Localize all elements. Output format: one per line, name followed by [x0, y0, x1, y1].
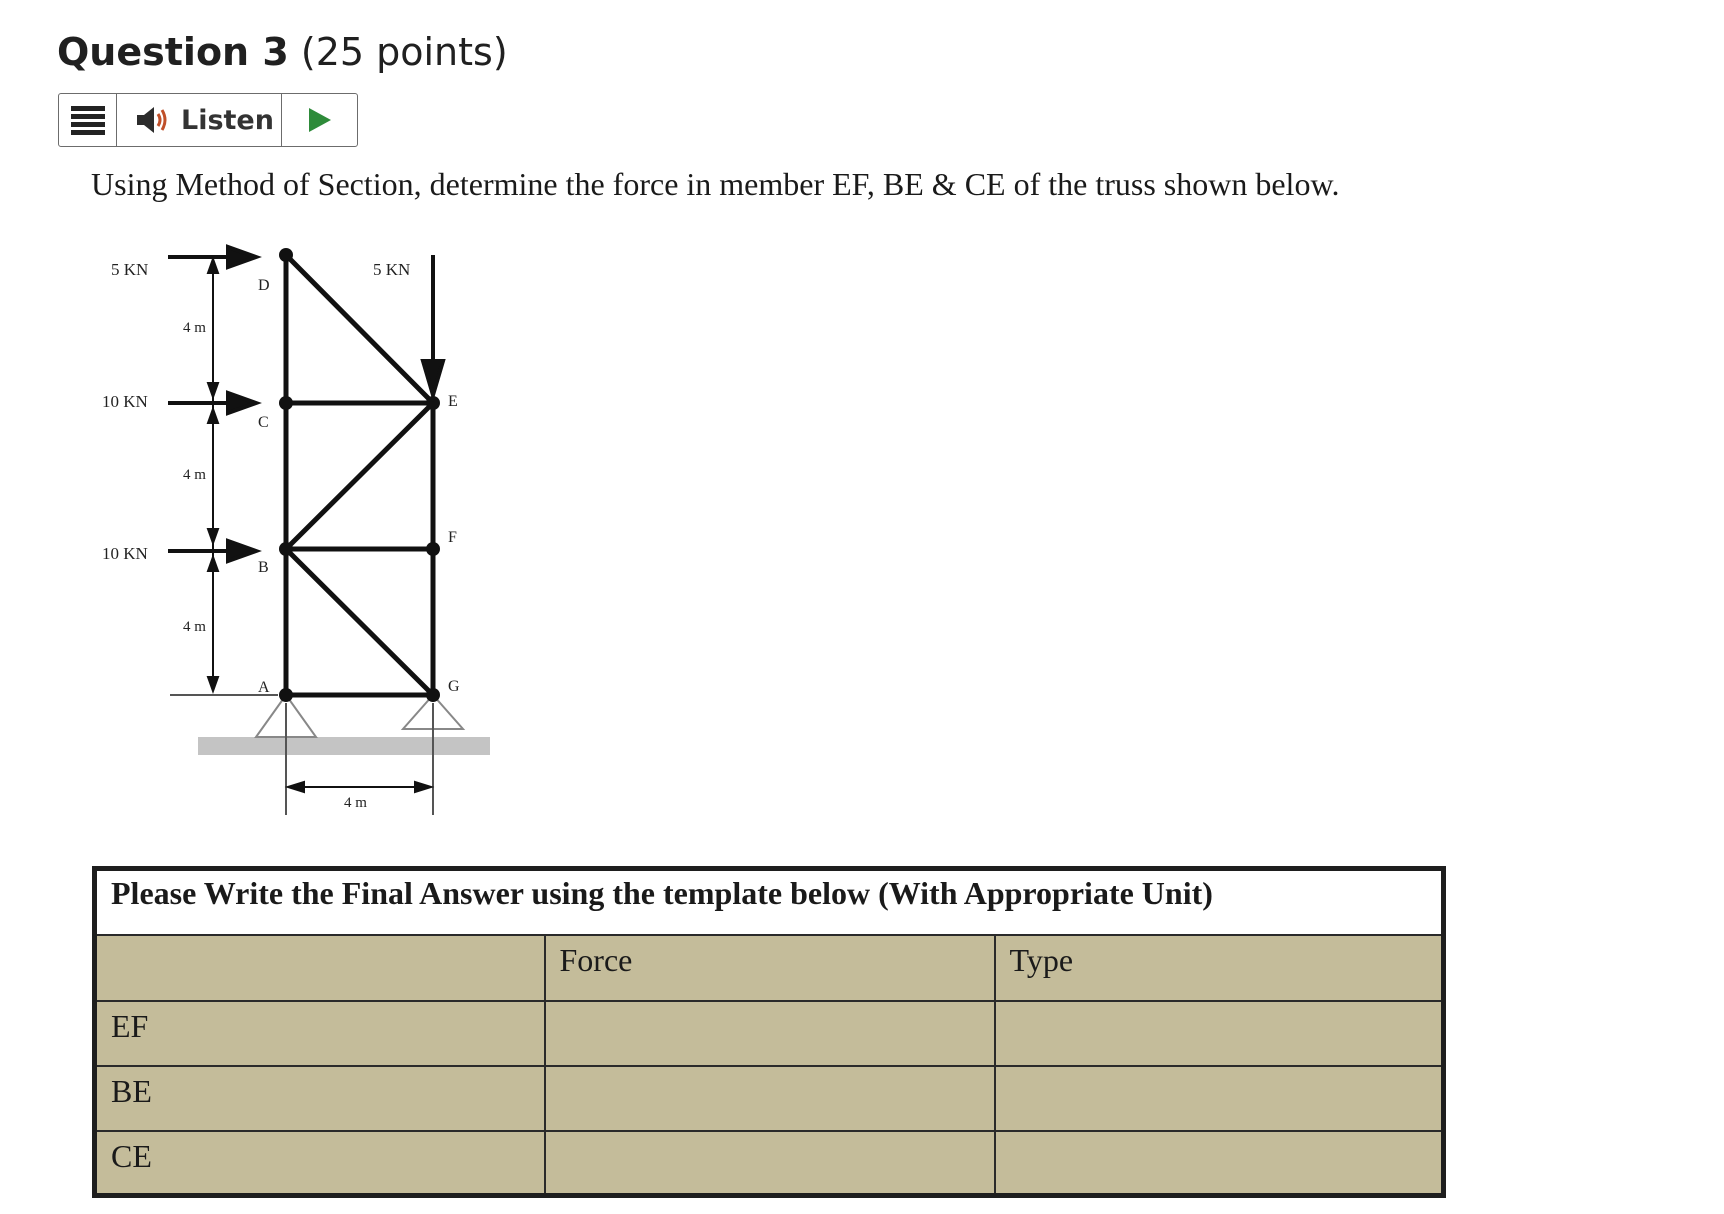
- dim-label-width: 4 m: [344, 795, 367, 811]
- load-label-top-left: 5 KN: [111, 260, 149, 279]
- header-cell-type: Type: [995, 935, 1444, 1001]
- truss-diagram: [90, 235, 510, 825]
- node-label-b: B: [258, 559, 269, 576]
- listen-button[interactable]: [117, 94, 282, 146]
- type-cell[interactable]: [995, 1131, 1444, 1196]
- hamburger-menu-icon: [71, 105, 105, 135]
- force-cell[interactable]: [545, 1066, 995, 1131]
- member-cell: BE: [95, 1066, 545, 1131]
- header-cell-force: Force: [545, 935, 995, 1001]
- answer-table-title: Please Write the Final Answer using the template below (With Appropriate Unit): [95, 869, 1444, 935]
- member-bg: [286, 549, 433, 695]
- truss-members: [286, 255, 433, 695]
- readspeaker-menu-button[interactable]: [59, 94, 117, 146]
- node-label-e: E: [448, 393, 458, 410]
- question-label: Question 3: [57, 30, 289, 74]
- node-label-f: F: [448, 529, 457, 546]
- question-points: (25 points): [300, 30, 508, 74]
- table-row: [95, 1131, 1444, 1196]
- load-label-mid-lower: 10 KN: [102, 544, 148, 563]
- table-row: [95, 1001, 1444, 1066]
- node-label-d: D: [258, 277, 270, 294]
- play-icon: [307, 106, 333, 134]
- node-label-a: A: [258, 679, 270, 696]
- speaker-icon: [135, 105, 171, 135]
- node-label-g: G: [448, 678, 460, 695]
- force-cell[interactable]: [545, 1131, 995, 1196]
- member-de: [286, 255, 433, 403]
- table-row: [95, 1066, 1444, 1131]
- dim-label-seg2: 4 m: [183, 467, 206, 483]
- dim-label-seg3: 4 m: [183, 619, 206, 635]
- header-cell-member: [95, 935, 545, 1001]
- type-cell[interactable]: [995, 1001, 1444, 1066]
- dim-label-seg1: 4 m: [183, 320, 206, 336]
- ground: [198, 737, 490, 755]
- load-label-top-right: 5 KN: [373, 260, 411, 279]
- force-cell[interactable]: [545, 1001, 995, 1066]
- answer-table-header: [95, 935, 1444, 1001]
- listen-label: Listen: [181, 104, 274, 136]
- load-label-mid-upper: 10 KN: [102, 392, 148, 411]
- member-cell: EF: [95, 1001, 545, 1066]
- member-cell: CE: [95, 1131, 545, 1196]
- question-title: [57, 30, 508, 74]
- member-be: [286, 403, 433, 549]
- answer-template-table: [92, 866, 1446, 1198]
- question-prompt: Using Method of Section, determine the force in member EF, BE & CE of the truss shown below.: [91, 166, 1340, 202]
- node-label-c: C: [258, 414, 269, 431]
- listen-toolbar: [58, 93, 358, 147]
- type-cell[interactable]: [995, 1066, 1444, 1131]
- play-button[interactable]: [282, 94, 357, 146]
